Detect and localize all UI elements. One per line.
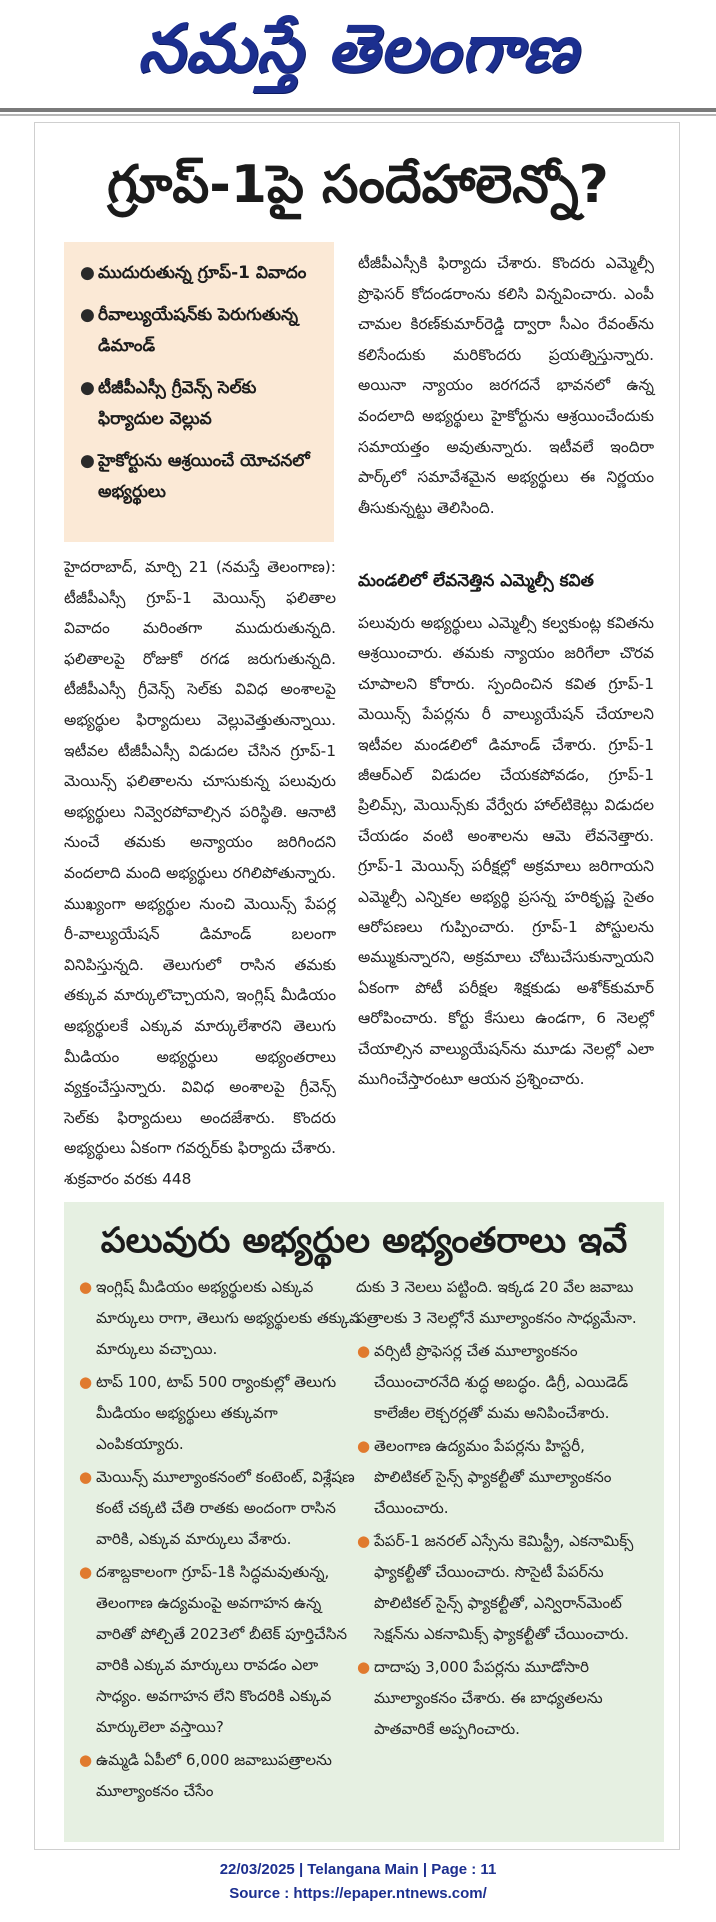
highlight-item [78,300,324,362]
highlight-text: ముదురుతున్న గ్రూప్‌-1 వివాదం [98,263,307,283]
section-subheading: మండలిలో లేవనెత్తిన ఎమ్మెల్సీ కవిత [358,571,594,591]
bullet-icon: ● [357,1532,371,1550]
highlight-text: టీజీపీఎస్సీ గ్రీవెన్స్‌ సెల్‌కు ఫిర్యాదుల వెల్లువ [98,378,257,429]
highlight-text: హైకోర్టును ఆశ్రయించే యోచనలో అభ్యర్థులు [98,451,310,502]
objection-item [78,1745,360,1807]
masthead-rule [0,108,716,112]
bullet-icon: ● [80,263,95,283]
bullet-icon: ● [357,1437,371,1455]
body-text-left-column: హైదరాబాద్‌, మార్చి 21 (నమస్తే తెలంగాణ): టీజీపీఎస్సీ గ్రూప్‌-1 మెయిన్స్‌ ఫలితాల వివాదం మరింతగా ముదురుతున్నది. ఫలితాలపై రోజుకో రగడ జరుగుతున్నది. టీజీపీఎస్సీ గ్రీవెన్స్‌ సెల్‌కు వివిధ అంశాలపై అభ్యర్థుల ఫిర్యాదులు వెల్లువెత్తుతున్నాయి. ఇటీవల టీజీపీఎస్సీ విడుదల చేసిన గ్రూప్‌-1 మెయిన్స్‌ ఫలితాలను చూసుకున్న పలువురు అభ్యర్థులు నివ్వెరపోవాల్సిన పరిస్థితి. ఆనాటి నుంచే తమకు అన్యాయం జరిగిందని వందలాది మంది అభ్యర్థులు రగిలిపోతున్నారు. ముఖ్యంగా అభ్యర్థుల నుంచి మెయిన్స్‌ పేపర్ల రీ-వాల్యుయేషన్‌ డిమాండ్‌ బలంగా వినిపిస్తున్నది. తెలుగులో రాసిన తమకు తక్కువ మార్కులొచ్చాయని, ఇంగ్లిష్‌ మీడియం అభ్యర్థులకే ఎక్కువ మార్కులేశారని తెలుగు మీడియం అభ్యర్థులు అభ్యంతరాలు వ్యక్తంచేస్తున్నారు. వివిధ అంశాలపై గ్రీవెన్స్‌ సెల్‌కు ఫిర్యాదులు అందజేశారు. కొందరు అభ్యర్థులు ఏకంగా గవర్నర్‌కు ఫిర్యాదు చేశారు. శుక్రవారం వరకు 448 [64,558,336,1188]
objection-text: ఉమ్మడి ఏపీలో 6,000 జవాబుపత్రాలను మూల్యాంకనం చేసేం [96,1751,332,1800]
masthead [0,0,716,105]
page-footer [0,1858,716,1906]
objection-item [356,1526,646,1650]
highlight-text: రీవాల్యుయేషన్‌కు పెరుగుతున్న డిమాండ్‌ [98,305,298,356]
objection-text: మెయిన్స్‌ మూల్యాంకనంలో కంటెంట్‌, విశ్లేషణ కంటే చక్కటి చేతి రాతకు అందంగా రాసిన వారికి, ఎక్కువ మార్కులు వేశారు. [96,1468,355,1548]
objection-item [356,1652,646,1745]
bullet-icon: ● [357,1658,371,1676]
bullet-icon: ● [357,1342,371,1360]
objection-text: వర్సిటీ ప్రొఫెసర్ల చేత మూల్యాంకనం చేయించారనేది శుద్ధ అబద్ధం. డిగ్రీ, ఎయిడెడ్‌ కాలేజీల లెక్చరర్లతో మమ అనిపించేశారు. [374,1342,629,1422]
body-text-right-column-top: టీజీపీఎస్సీకి ఫిర్యాదు చేశారు. కొందరు ఎమ్మెల్సీ ప్రొఫెసర్‌ కోదండరాంను కలిసి విన్నవించారు. ఎంపీ చామల కిరణ్‌కుమార్‌రెడ్డి ద్వారా సీఎం రేవంత్‌ను కలిసేందుకు మరికొందరు ప్రయత్నిస్తున్నారు. అయినా న్యాయం జరగదనే భావనలో ఉన్న వందలాది అభ్యర్థులు హైకోర్టును ఆశ్రయించేందుకు సమాయత్తం అవుతున్నారు. ఇటీవలే ఇందిరా పార్క్‌లో సమావేశమైన అభ్యర్థులు ఈ నిర్ణయం తీసుకున్నట్టు తెలిసింది. [358,254,654,517]
objection-continuation: దుకు 3 నెలలు పట్టింది. ఇక్కడ 20 వేల జవాబు పత్రాలకు 3 నెలల్లోనే మూల్యాంకనం సాధ్యమేనా. [356,1278,637,1327]
bullet-icon: ● [80,305,95,325]
highlight-item [78,258,324,289]
bullet-icon: ● [79,1751,93,1769]
objection-text: టాప్‌ 100, టాప్‌ 500 ర్యాంకుల్లో తెలుగు మీడియం అభ్యర్థులు తక్కువగా ఎంపికయ్యారు. [96,1373,337,1453]
bullet-icon: ● [80,451,95,471]
bullet-icon: ● [79,1373,93,1391]
article-headline: గ్రూప్‌-1పై సందేహాలెన్నో? [107,155,609,215]
objection-text: ఇంగ్లిష్‌ మీడియం అభ్యర్థులకు ఎక్కువ మార్కులు రాగా, తెలుగు అభ్యర్థులకు తక్కువ మార్కులు వచ్చాయి. [96,1278,360,1358]
newspaper-logo: నమస్తే తెలంగాణ [137,9,579,87]
highlight-item [78,446,324,508]
highlight-item [78,373,324,435]
objection-item [78,1367,360,1460]
objections-left-column [78,1272,360,1809]
objection-item [356,1336,646,1429]
highlights-box [64,242,334,542]
objection-item [78,1557,360,1743]
bullet-icon: ● [79,1278,93,1296]
bullet-icon: ● [79,1468,93,1486]
bullet-icon: ● [80,378,95,398]
source-link[interactable]: Source : https://epaper.ntnews.com/ [229,1885,487,1902]
objections-box-title: పలువురు అభ్యర్థుల అభ్యంతరాలు ఇవే [100,1221,628,1261]
objections-right-column [356,1272,646,1747]
edition-info: 22/03/2025 | Telangana Main | Page : 11 [219,1861,497,1878]
objection-item [78,1272,360,1365]
objection-text: తెలంగాణ ఉద్యమం పేపర్లను హిస్టరీ, పొలిటికల్‌ సైన్స్‌ ఫ్యాకల్టీతో మూల్యాంకనం చేయించారు. [374,1437,612,1517]
masthead-rule-thin [0,114,716,116]
objection-text: దశాబ్దకాలంగా గ్రూప్‌-1కి సిద్ధమవుతున్న, తెలంగాణ ఉద్యమంపై అవగాహన ఉన్న వారితో పోల్చితే 2023లో బీటెక్‌ పూర్తిచేసిన వారికి ఎక్కువ మార్కులు రావడం ఎలా సాధ్యం. అవగాహన లేని కొందరికి ఎక్కువ మార్కులెలా వస్తాయి? [96,1563,348,1736]
objection-text: పేపర్‌-1 జనరల్‌ ఎస్సేను కెమిస్ట్రీ, ఎకనామిక్స్‌ ఫ్యాకల్టీతో చేయించారు. సొసైటీ పేపర్‌ను పొలిటికల్‌ సైన్స్‌ ఫ్యాకల్టీతో, ఎన్విరాన్‌మెంట్‌ సెక్షన్‌ను ఎకనామిక్స్‌ ఫ్యాకల్టీతో చేయించారు. [374,1532,634,1643]
objection-item [356,1431,646,1524]
objection-item [78,1462,360,1555]
body-text-right-column-bottom: పలువురు అభ్యర్థులు ఎమ్మెల్సీ కల్వకుంట్ల కవితను ఆశ్రయించారు. తమకు న్యాయం జరిగేలా చొరవ చూపాలని కోరారు. స్పందించిన కవిత గ్రూప్‌-1 మెయిన్స్‌ పేపర్లను రీ వాల్యుయేషన్‌ చేయాలని ఇటీవల మండలిలో డిమాండ్‌ చేశారు. గ్రూప్‌-1 జీఆర్‌ఎల్‌ విడుదల చేయకపోవడం, గ్రూప్‌-1 ప్రిలిమ్స్‌, మెయిన్స్‌కు వేర్వేరు హాల్‌టికెట్లు విడుదల చేయడం వంటి అంశాలను ఆమె లేవనెత్తారు. గ్రూప్‌-1 మెయిన్స్‌ పరీక్షల్లో అక్రమాలు జరిగాయని ఎమ్మెల్సీ ఎన్నికల అభ్యర్థి ప్రసన్న హరికృష్ణ సైతం ఆరోపణలు గుప్పించారు. గ్రూప్‌-1 పోస్టులను అమ్ముకున్నారని, అక్రమాలు చోటుచేసుకున్నాయని ఏకంగా పోటీ పరీక్షల శిక్షకుడు అశోక్‌కుమార్‌ ఆరోపించారు. కోర్టు కేసులు ఉండగా, 6 నెలల్లో చేయాల్సిన వాల్యుయేషన్‌ను మూడు నెలల్లో ఎలా ముగించేస్తారంటూ ఆయన ప్రశ్నించారు. [358,614,654,1089]
objection-text: దాదాపు 3,000 పేపర్లను మూడోసారి మూల్యాంకనం చేశారు. ఈ బాధ్యతలను పాతవారికే అప్పగించారు. [374,1658,603,1738]
bullet-icon: ● [79,1563,93,1581]
